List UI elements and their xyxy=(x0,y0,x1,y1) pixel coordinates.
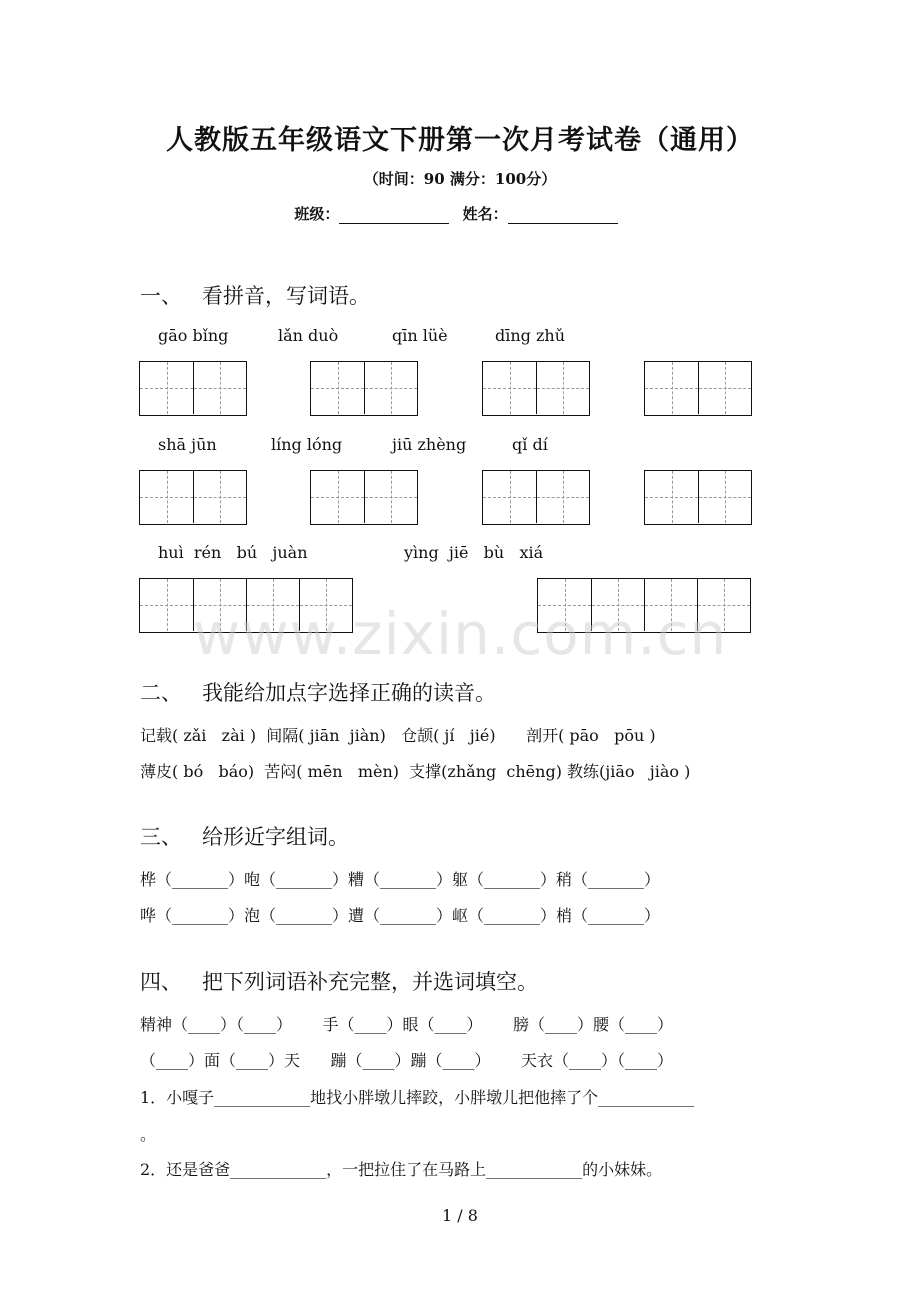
pinyin-label: lǎn duò xyxy=(278,326,339,345)
section-number: 二、 xyxy=(140,681,182,705)
section-4-heading xyxy=(140,966,538,996)
writing-grid[interactable] xyxy=(644,361,752,416)
pinyin-label: qǐ dí xyxy=(512,435,548,454)
writing-grid[interactable] xyxy=(482,361,590,416)
section-number: 一、 xyxy=(140,284,182,308)
pinyin-label: jiū zhèng xyxy=(392,435,467,454)
class-blank xyxy=(339,207,449,224)
writing-grid[interactable] xyxy=(310,470,418,525)
idiom-completion-line: （____）面（____）天 蹦（____）蹦（____） 天衣（____）（____） xyxy=(140,1051,674,1070)
section-number: 三、 xyxy=(140,825,182,849)
section-2-heading xyxy=(140,677,496,707)
word-formation-line: 桦（_______）咆（_______）糟（_______）躯（_______）稍（_______） xyxy=(140,870,661,889)
pronunciation-line: 记载( zǎi zài ) 间隔( jiān jiàn) 仓颉( jí jié) 剖开( pāo pōu ) xyxy=(140,726,656,745)
pinyin-label: yìng jiē bù xiá xyxy=(404,543,544,562)
word-formation-line: 哗（_______）泡（_______）遭（_______）岖（_______）梢（_______） xyxy=(140,906,661,925)
class-name-line xyxy=(0,203,920,224)
section-title: 我能给加点字选择正确的读音。 xyxy=(202,681,496,705)
writing-grid[interactable] xyxy=(139,470,247,525)
writing-grid[interactable] xyxy=(644,470,752,525)
pinyin-label: huì rén bú juàn xyxy=(158,543,308,562)
name-label: 姓名： xyxy=(462,205,508,223)
writing-grid[interactable] xyxy=(139,361,247,416)
pinyin-label: shā jūn xyxy=(158,435,217,454)
section-title: 把下列词语补充完整，并选词填空。 xyxy=(202,970,538,994)
section-3-heading xyxy=(140,821,349,851)
section-number: 四、 xyxy=(140,970,182,994)
pronunciation-line: 薄皮( bó báo) 苦闷( mēn mèn) 支撑(zhǎng chēng) 教练(jiāo jiào ) xyxy=(140,762,691,781)
section-1-heading xyxy=(140,280,370,310)
pinyin-label: dīng zhǔ xyxy=(495,326,566,345)
pinyin-label: líng lóng xyxy=(271,435,343,454)
fill-blank-question-2: 2．还是爸爸____________，一把拉住了在马路上____________的小妹妹。 xyxy=(140,1160,663,1179)
watermark: www.zixin.com.cn xyxy=(192,600,728,668)
page-number: 1 / 8 xyxy=(442,1206,478,1225)
pinyin-label: qīn lüè xyxy=(392,326,448,345)
name-blank xyxy=(508,207,618,224)
idiom-completion-line: 精神（____）（____） 手（____）眼（____） 膀（____）腰（____） xyxy=(140,1015,674,1034)
section-title: 看拼音，写词语。 xyxy=(202,284,370,308)
writing-grid[interactable] xyxy=(310,361,418,416)
fill-blank-question-1: 1．小嘎子____________地找小胖墩儿摔跤，小胖墩儿把他摔了个____________ xyxy=(140,1088,695,1107)
pinyin-label: gāo bǐng xyxy=(158,326,229,345)
exam-info: （时间：90 满分：100分） xyxy=(363,170,557,188)
page-title: 人教版五年级语文下册第一次月考试卷（通用） xyxy=(166,125,754,156)
section-title: 给形近字组词。 xyxy=(202,825,349,849)
fill-blank-question-1-end: 。 xyxy=(140,1125,157,1144)
class-label: 班级： xyxy=(294,205,340,223)
writing-grid[interactable] xyxy=(482,470,590,525)
